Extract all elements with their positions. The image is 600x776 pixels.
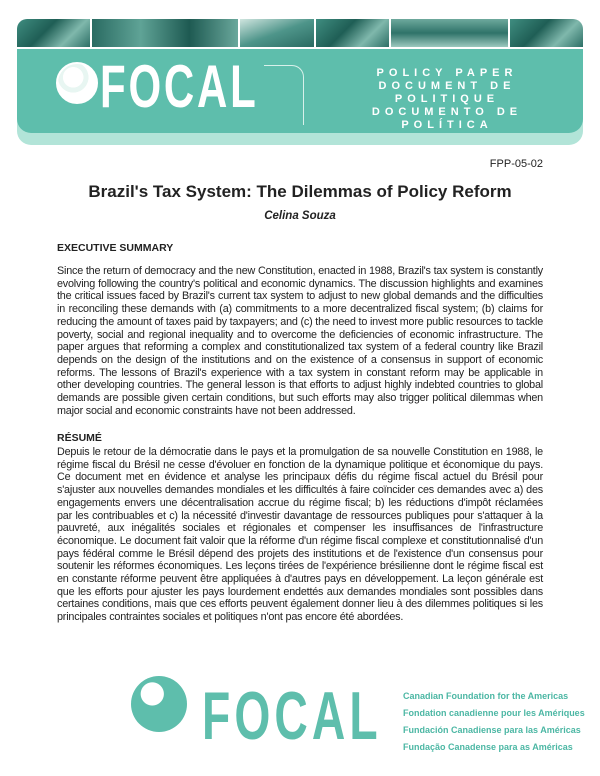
foundation-name: Fundación Canadiense para las Américas [403, 725, 581, 735]
resume-text: Depuis le retour de la démocratie dans le pays et la promulgation de sa nouvelle Constitution en 1988, le régime fiscal du Brésil ne cesse d'évoluer en fonction de la dynamique politique et économique du pays. Ce document met en évidence et analyse les principaux défis du régime fiscal actuel du Brésil pour s'ajuster aux nouvelles demandes mondiales et les difficultés à faire coïncider ces demandes avec a) des engagements envers une décentralisation accrue du régime fiscal; b) les réductions d'impôt réclamées par les contribuables et c) la nécessité d'investir davantage de ressources publiques pour s'attaquer à la pauvreté, aux inégalités sociales et régionales et compenser les insuffisances de l'infrastructure économique. Le document fait valoir que la réforme d'un régime fiscal complexe et constitutionnalisé d'un pays fédéral comme le Brésil dépend des projets des institutions et de l'existence d'un consensus pour soutenir les réformes économiques. Les leçons tirées de l'expérience brésilienne dont le régime fiscal est en constante réforme peuvent être appliquées à d'autres pays en développement. La leçon générale est que les efforts pour ajuster les pays lourdement endettés aux demandes mondiales sont possibles dans certaines conditions, mais que ces efforts peuvent également donner lieu à des dilemmes politiques si les principales contraintes sociales et politiques n'ont pas encore été abordées. [57, 446, 543, 624]
foundation-names [403, 688, 585, 756]
photo-strip [17, 19, 583, 47]
globe-logo-icon [56, 62, 98, 104]
resume-heading: RÉSUMÉ [57, 432, 102, 444]
executive-summary-text: Since the return of democracy and the new Constitution, enacted in 1988, Brazil's tax system is constantly evolving following the country's political and economic dynamics. The discussion highlights and examines the critical issues faced by Brazil's current tax system to adjust to new global demands and the difficulties in reconciling these demands with (a) commitments to a more decentralized fiscal system; (b) claims for reducing the amount of taxes paid by taxpayers; and (c) the need to invest more public resources to tackle poverty, social and regional inequality and to overcome the deficiencies of economic infrastructure. The paper argues that reforming a complex and constitutionalized tax system of a federal country like Brazil depends on the design of the institutions and on the existence of a consensus in support of economic reforms. The lessons of Brazil's experience with a tax system in constant reform may be applicable in other developing countries. The general lesson is that efforts to adjust highly indebted countries to global demands are possible given certain conditions, but such efforts may also trigger political dilemmas when major social and economic constraints have not been addressed. [57, 265, 543, 417]
document-code: FPP-05-02 [489, 158, 543, 170]
logo-hook-decoration [264, 65, 304, 125]
foundation-name: Fundação Canadense para as Américas [403, 742, 573, 752]
focal-logo: FOCAL [100, 53, 259, 120]
foundation-name: Canadian Foundation for the Americas [403, 691, 569, 701]
policy-line: DOCUMENT DE POLITIQUE [378, 80, 516, 105]
footer-focal-logo: FOCAL [202, 678, 382, 754]
banner-band [17, 49, 583, 145]
footer-globe-icon [131, 676, 187, 732]
document-title: Brazil's Tax System: The Dilemmas of Policy Reform [88, 182, 512, 201]
executive-summary-heading: EXECUTIVE SUMMARY [57, 242, 174, 254]
policy-line: POLICY PAPER [376, 67, 518, 79]
policy-paper-label [347, 67, 547, 132]
author: Celina Souza [264, 210, 336, 222]
policy-line: DOCUMENTO DE POLÍTICA [371, 106, 523, 131]
foundation-name: Fondation canadienne pour les Amériques [403, 708, 585, 718]
header-banner [17, 19, 583, 139]
banner-band-inner [17, 49, 583, 133]
